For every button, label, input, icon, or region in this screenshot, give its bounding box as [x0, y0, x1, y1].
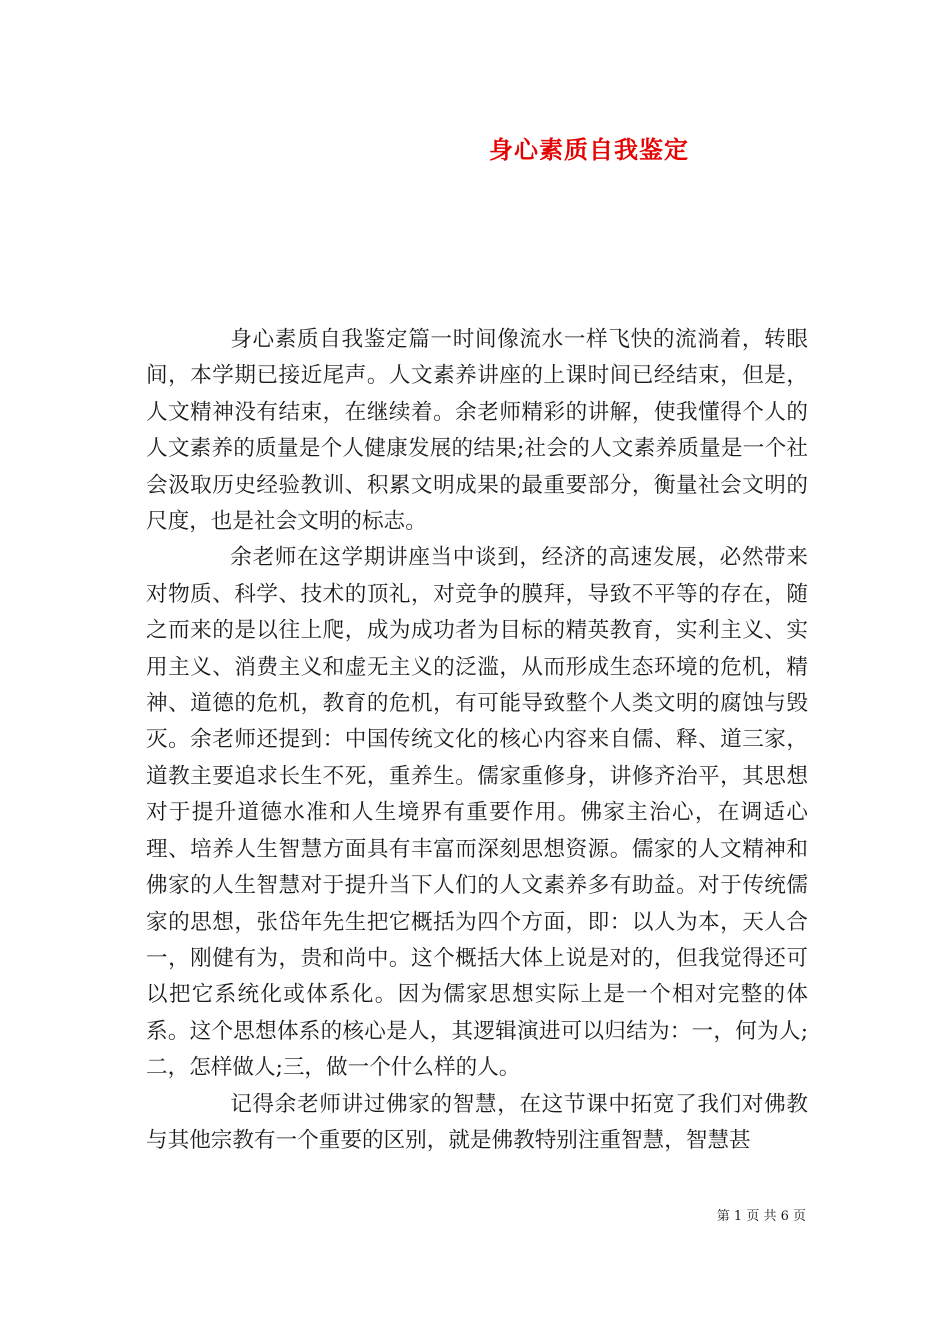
- paragraph-1: 身心素质自我鉴定篇一时间像流水一样飞快的流淌着，转眼间，本学期已接近尾声。人文素养讲座的上课时间已经结束，但是，人文精神没有结束，在继续着。余老师精彩的讲解，使我懂得个人的人文素养的质量是个人健康发展的结果;社会的人文素养质量是一个社会汲取历史经验教训、积累文明成果的最重要部分，衡量社会文明的尺度，也是社会文明的标志。: [146, 327, 808, 535]
- document-body: [146, 322, 808, 1159]
- paragraph-3: 记得余老师讲过佛家的智慧，在这节课中拓宽了我们对佛教与其他宗教有一个重要的区别，就是佛教特别注重智慧，智慧甚: [146, 1091, 808, 1153]
- page-number-footer: 第 1 页 共 6 页: [716, 1209, 806, 1224]
- document-title: 身心素质自我鉴定: [489, 135, 689, 164]
- paragraph-2: 余老师在这学期讲座当中谈到，经济的高速发展，必然带来对物质、科学、技术的顶礼，对竞争的膜拜，导致不平等的存在，随之而来的是以往上爬，成为成功者为目标的精英教育，实利主义、实用主义、消费主义和虚无主义的泛滥，从而形成生态环境的危机，精神、道德的危机，教育的危机，有可能导致整个人类文明的腐蚀与毁灭。余老师还提到：中国传统文化的核心内容来自儒、释、道三家，道教主要追求长生不死，重养生。儒家重修身，讲修齐治平，其思想对于提升道德水准和人生境界有重要作用。佛家主治心，在调适心理、培养人生智慧方面具有丰富而深刻思想资源。儒家的人文精神和佛家的人生智慧对于提升当下人们的人文素养多有助益。对于传统儒家的思想，张岱年先生把它概括为四个方面，即：以人为本，天人合一，刚健有为，贵和尚中。这个概括大体上说是对的，但我觉得还可以把它系统化或体系化。因为儒家思想实际上是一个相对完整的体系。这个思想体系的核心是人，其逻辑演进可以归结为：一，何为人;二，怎样做人;三，做一个什么样的人。: [146, 545, 808, 1081]
